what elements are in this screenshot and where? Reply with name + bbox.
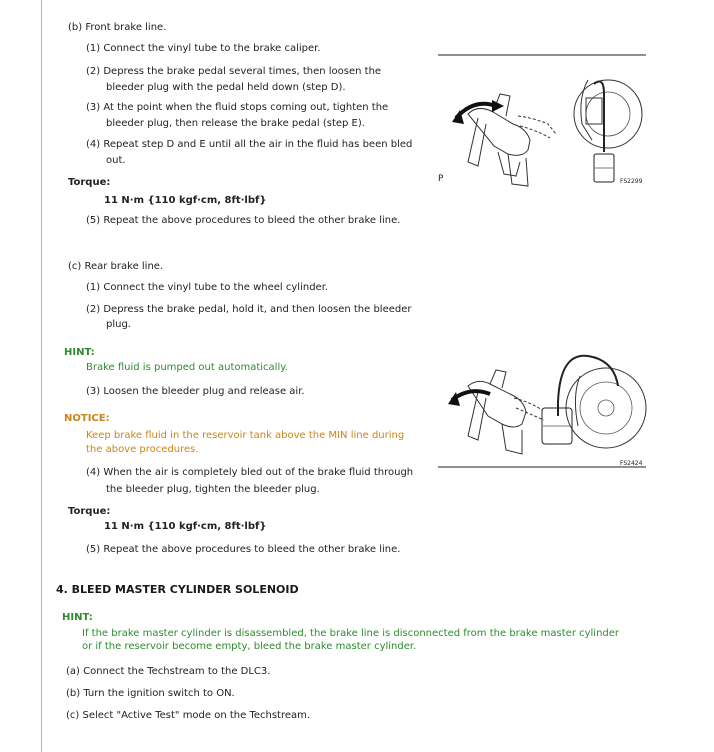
section-4-step-a: (a) Connect the Techstream to the DLC3.	[66, 666, 271, 677]
section-4-heading: 4. BLEED MASTER CYLINDER SOLENOID	[56, 583, 299, 596]
page-left-rule	[41, 0, 42, 752]
front-figure-mark: P	[438, 174, 444, 184]
front-title: (b) Front brake line.	[68, 22, 167, 33]
front-step-2-cont: bleeder plug with the pedal held down (step D).	[106, 82, 346, 93]
rear-step-2: (2) Depress the brake pedal, hold it, and then loosen the bleeder	[86, 304, 412, 315]
rear-notice-label: NOTICE:	[64, 413, 110, 424]
rear-step-4-cont: the bleeder plug, tighten the bleeder plug.	[106, 484, 320, 495]
front-bleed-illustration	[438, 54, 648, 190]
rear-step-2-cont: plug.	[106, 319, 131, 330]
rear-notice-text-cont: the above procedures.	[86, 444, 199, 455]
rear-title: (c) Rear brake line.	[68, 261, 164, 272]
front-step-5: (5) Repeat the above procedures to bleed the other brake line.	[86, 215, 401, 226]
rear-step-5: (5) Repeat the above procedures to bleed the other brake line.	[86, 544, 401, 555]
section-4-hint-text-cont: or if the reservoir become empty, bleed the brake master cylinder.	[82, 641, 417, 652]
rear-torque-label: Torque:	[68, 506, 111, 517]
rear-step-3: (3) Loosen the bleeder plug and release air.	[86, 386, 305, 397]
rear-figure-code: FS2424	[620, 460, 643, 467]
front-step-4-cont: out.	[106, 155, 126, 166]
front-torque-value: 11 N·m {110 kgf·cm, 8ft·lbf}	[104, 195, 267, 206]
front-step-1: (1) Connect the vinyl tube to the brake caliper.	[86, 43, 321, 54]
front-step-3: (3) At the point when the fluid stops coming out, tighten the	[86, 102, 389, 113]
rear-notice-text: Keep brake fluid in the reservoir tank above the MIN line during	[86, 430, 405, 441]
front-step-3-cont: bleeder plug, then release the brake pedal (step E).	[106, 118, 365, 129]
rear-torque-value: 11 N·m {110 kgf·cm, 8ft·lbf}	[104, 521, 267, 532]
rear-step-1: (1) Connect the vinyl tube to the wheel cylinder.	[86, 282, 329, 293]
section-4-hint-label: HINT:	[62, 612, 93, 623]
rear-step-4: (4) When the air is completely bled out of the brake fluid through	[86, 467, 414, 478]
front-torque-label: Torque:	[68, 177, 111, 188]
front-figure-code: FS2299	[620, 178, 643, 185]
section-4-step-c: (c) Select "Active Test" mode on the Techstream.	[66, 710, 311, 721]
rear-hint-label: HINT:	[64, 347, 95, 358]
front-step-4: (4) Repeat step D and E until all the air in the fluid has been bled	[86, 139, 413, 150]
section-4-hint-text: If the brake master cylinder is disassembled, the brake line is disconnected from the brake master cylinder	[82, 628, 620, 639]
section-4-step-b: (b) Turn the ignition switch to ON.	[66, 688, 235, 699]
front-step-2: (2) Depress the brake pedal several times, then loosen the	[86, 66, 382, 77]
rear-bleed-illustration	[438, 346, 648, 470]
rear-hint-text: Brake fluid is pumped out automatically.	[86, 362, 288, 373]
